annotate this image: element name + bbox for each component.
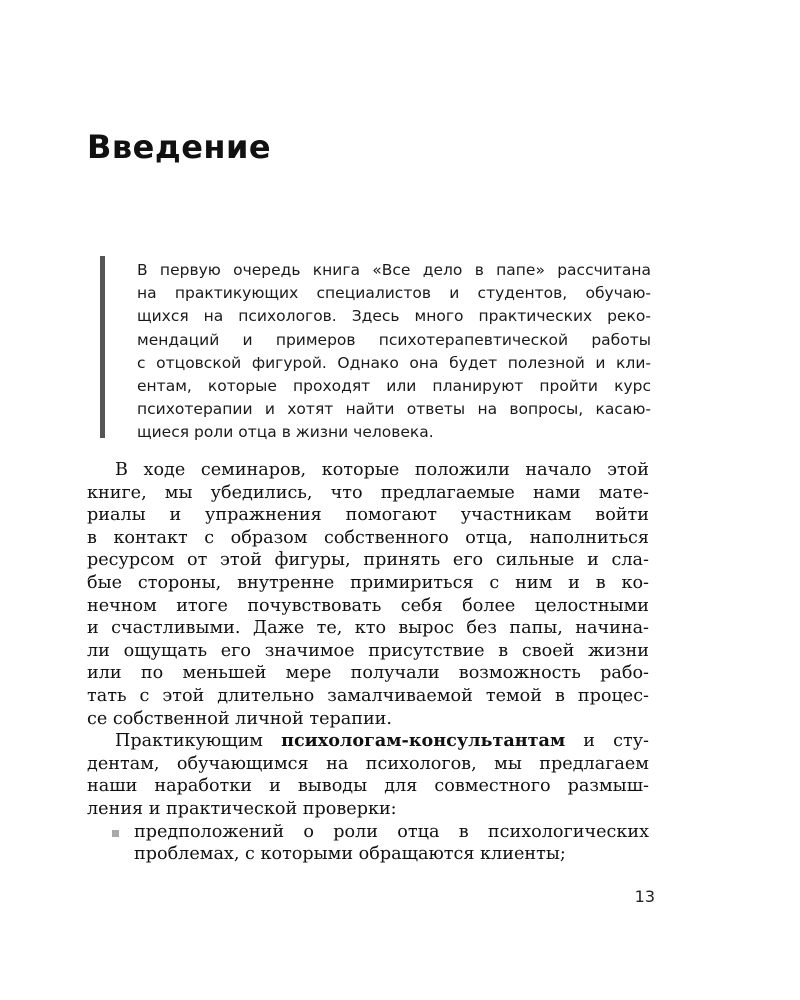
paragraph-1 [87, 459, 649, 730]
paragraph-line: или по меньшей мере получали возможность рабо- [87, 663, 649, 684]
page-number: 13 [634, 887, 655, 906]
bullet-line [87, 821, 649, 844]
paragraph-line: се собственной личной терапии. [87, 708, 393, 729]
epigraph-block [100, 256, 652, 442]
epigraph-line: ентам, которые проходят или планируют пройти курс [137, 377, 651, 396]
epigraph-line: щихся на психологов. Здесь много практических реко- [137, 307, 651, 326]
paragraph-text: и сту- [565, 731, 649, 752]
bullet-square-icon [112, 830, 119, 837]
paragraph-line: бые стороны, внутренне примириться с ним и в ко- [87, 572, 649, 593]
paragraph-line: ления и практической проверки: [87, 798, 397, 819]
paragraph-line: наши наработки и выводы для совместного размыш- [87, 776, 649, 797]
paragraph-text: Практикующим [115, 731, 282, 752]
epigraph-line: щиеся роли отца в жизни человека. [137, 423, 434, 442]
paragraph-line: тать с этой длительно замалчиваемой темой в процес- [87, 685, 649, 706]
paragraph-line: и счастливыми. Даже те, кто вырос без папы, начина- [87, 618, 649, 639]
emphasis-text: психологам-консультантам [281, 730, 566, 752]
bullet-item [87, 821, 649, 866]
paragraph-2 [87, 730, 649, 820]
epigraph-line: психотерапии и хотят найти ответы на вопросы, касаю- [137, 400, 651, 419]
epigraph-line: В первую очередь книга «Все дело в папе» рассчитана [137, 261, 651, 279]
epigraph-line: с отцовской фигурой. Однако она будет полезной и кли- [137, 353, 651, 372]
paragraph-line: ресурсом от этой фигуры, принять его сильные и сла- [87, 550, 649, 571]
bullet-text: предположений о роли отца в психологических [134, 821, 649, 842]
paragraph-line: ли ощущать его значимое присутствие в своей жизни [87, 640, 649, 661]
paragraph-line: риалы и упражнения помогают участникам войти [87, 505, 649, 526]
bullet-line: проблемах, с которыми обращаются клиенты; [134, 844, 566, 865]
paragraph-line: в контакт с образом собственного отца, наполниться [87, 527, 649, 548]
epigraph-bar [100, 256, 105, 438]
paragraph-line [87, 730, 649, 753]
epigraph-line: мендаций и примеров психотерапевтической работы [137, 330, 651, 349]
paragraph-line: нечном итоге почувствовать себя более целостными [87, 595, 649, 616]
epigraph-line: на практикующих специалистов и студентов, обучаю- [137, 284, 651, 303]
body-text [87, 459, 649, 866]
paragraph-line: В ходе семинаров, которые положили начало этой [115, 460, 649, 480]
paragraph-line: книге, мы убедились, что предлагаемые нами мате- [87, 482, 649, 503]
chapter-heading: Введение [87, 128, 272, 166]
epigraph-text [137, 259, 651, 445]
paragraph-line: дентам, обучающимся на психологов, мы предлагаем [87, 753, 649, 774]
